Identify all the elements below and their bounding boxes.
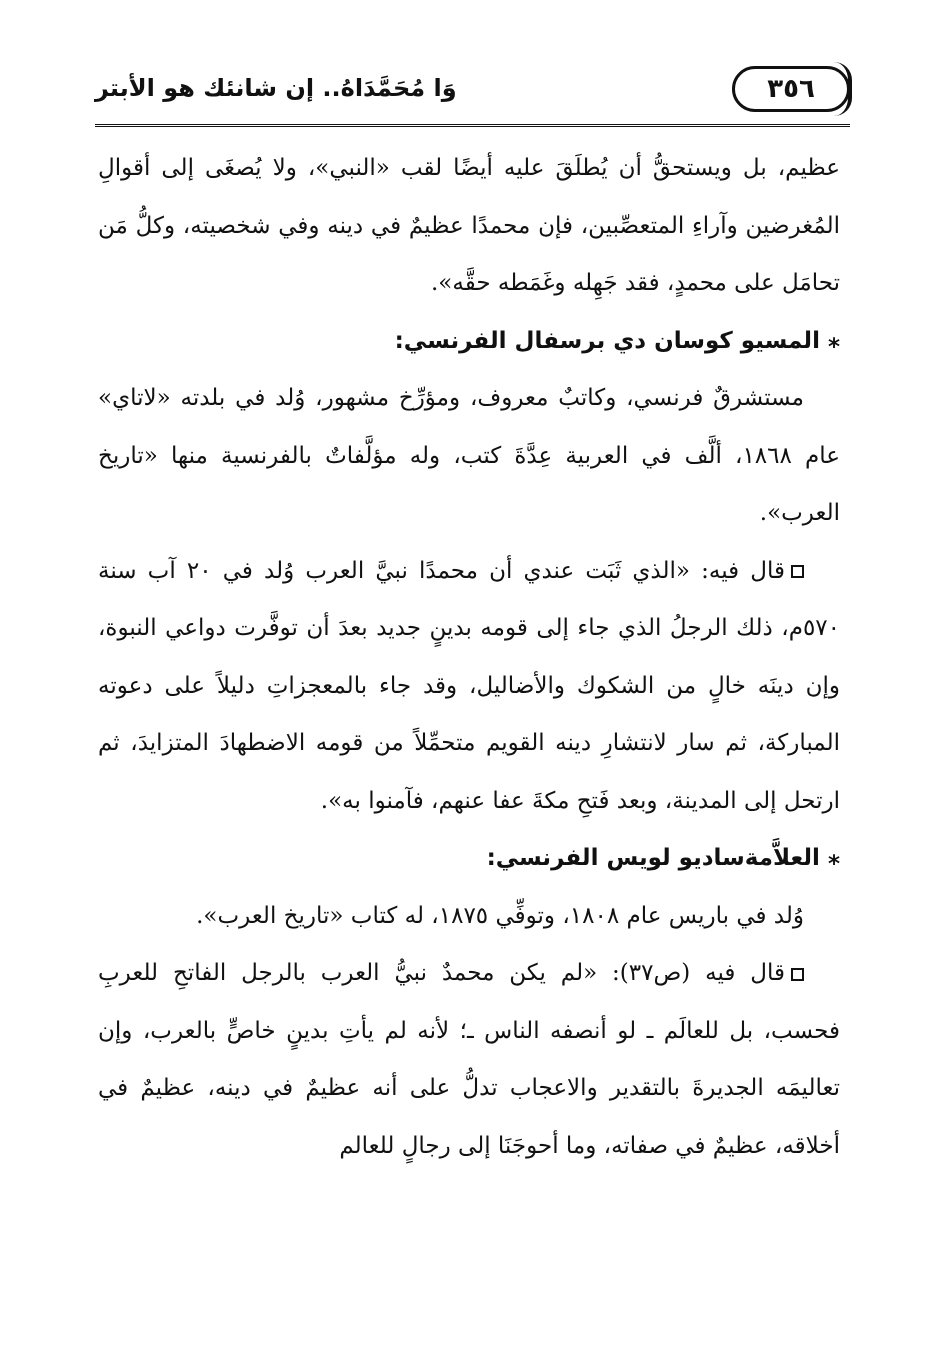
paragraph-bio-percival — [98, 370, 840, 543]
section-heading-sedillot — [98, 830, 840, 888]
asterisk-icon: ⁎ — [827, 327, 840, 354]
paragraph-text: مستشرقٌ فرنسي، وكاتبٌ معروف، ومؤرِّخ مشهور، وُلد في بلدته «لاتاي» عام ١٨٦٨، ألَّف في العربية عِدَّةَ كتب، وله مؤلَّفاتٌ بالفرنسية منها «تاريخ العرب». — [98, 385, 840, 526]
paragraph-bio-sedillot — [98, 888, 840, 946]
page-number-ornament — [834, 62, 852, 116]
page-body — [98, 140, 840, 1175]
heading-text: المسيو كوسان دي برسفال الفرنسي: — [394, 327, 820, 354]
square-bullet-icon — [791, 968, 804, 981]
page-number-badge — [732, 66, 850, 112]
quote-text: قال فيه (ص٣٧): «لم يكن محمدٌ نبيُّ العرب بالرجل الفاتحِ للعربِ فحسب، بل للعالَم ـ لو أنصفه الناس ـ؛ لأنه لم يأتِ بدينٍ خاصٍّ بالعرب، وإن تعاليمَه الجديرةَ بالتقدير والاعجاب تدلُّ على أنه عظيمٌ في دينه، عظيمٌ في أخلاقه، عظيمٌ في صفاته، وما أحوجَنَا إلى رجالٍ للعالم — [98, 960, 840, 1159]
square-bullet-icon — [791, 565, 804, 578]
running-title: وَا مُحَمَّدَاهُ.. إن شانئك هو الأبتر — [95, 74, 457, 102]
quote-text: قال فيه: «الذي ثَبَت عندي أن محمدًا نبيَّ العرب وُلد في ٢٠ آب سنة ٥٧٠م، ذلك الرجلُ الذي جاء إلى قومه بدينٍ جديد بعدَ أن توفَّرت دواعي النبوة، وإن دينَه خالٍ من الشكوك والأضاليل، وقد جاء بالمعجزاتِ دليلاً على دعوته المباركة، ثم سار لانتشارِ دينه القويم متحمِّلاً من قومه الاضطهادَ المتزايدَ، ثم ارتحل إلى المدينة، وبعد فَتحِ مكةَ عفا عنهم، فآمنوا به». — [98, 557, 840, 814]
paragraph-text: عظيم، بل ويستحقُّ أن يُطلَقَ عليه أيضًا لقب «النبي»، ولا يُصغَى إلى أقوالِ المُغرضين وآراءِ المتعصِّبين، فإن محمدًا عظيمٌ في دينه وفي شخصيته، وكلُّ مَن تحامَل على محمدٍ، فقد جَهِله وغَمَطه حقَّه». — [98, 155, 840, 296]
paragraph-continuation — [98, 140, 840, 313]
paragraph-text: وُلد في باريس عام ١٨٠٨، وتوفِّي ١٨٧٥، له كتاب «تاريخ العرب». — [196, 902, 804, 929]
header-rule — [95, 124, 850, 127]
heading-text: العلاَّمةساديو لويس الفرنسي: — [486, 845, 820, 871]
section-heading-percival — [98, 313, 840, 371]
quote-sedillot — [98, 945, 840, 1175]
page-header — [95, 62, 850, 126]
page-number: ٣٥٦ — [767, 74, 815, 104]
asterisk-icon: ⁎ — [827, 845, 840, 871]
quote-percival — [98, 543, 840, 831]
